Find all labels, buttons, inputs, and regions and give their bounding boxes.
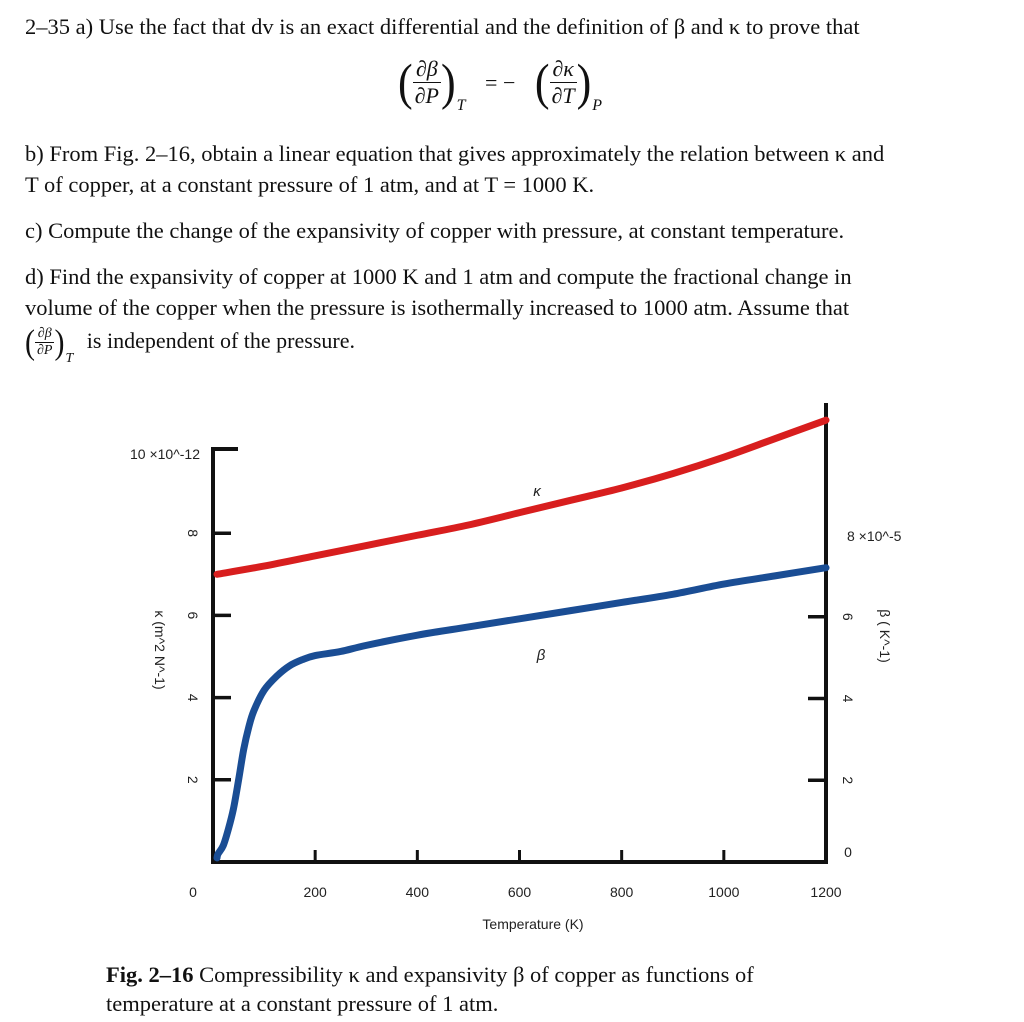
figure-caption [106, 960, 754, 1018]
inline-sub: T [65, 350, 74, 366]
x-tick-label: 800 [609, 884, 634, 900]
part-d-line1: d) Find the expansivity of copper at 1000 K and 1 atm and compute the fractional change in [25, 264, 852, 289]
x-tick-label: 600 [507, 884, 532, 900]
right-tick-label: 4 [840, 694, 856, 703]
caption-fig-label: Fig. 2–16 [106, 962, 194, 987]
right-tick-label: 0 [844, 844, 852, 860]
part-d-line3-text: is independent of the pressure. [86, 327, 355, 353]
part-c-text: c) Compute the change of the expansivity of copper with pressure, at constant temperature. [25, 218, 845, 243]
part-a-text: 2–35 a) Use the fact that dv is an exact differential and the definition of β and κ to prove that [25, 14, 860, 39]
paren-open: ( [25, 322, 35, 361]
rhs-num: ∂κ [550, 56, 577, 83]
lhs-den: ∂P [414, 83, 439, 108]
x-tick-label: 1200 [810, 884, 842, 900]
x-tick-label: 200 [303, 884, 327, 900]
paren-open: ( [534, 53, 550, 111]
chart-labels [130, 446, 902, 932]
left-axis-label: κ (m^2 N^-1) [152, 610, 168, 690]
series-beta-line [217, 568, 826, 858]
rhs-den: ∂T [551, 83, 575, 108]
inline-den: ∂P [37, 343, 53, 358]
paren-close: ) [54, 322, 65, 361]
left-tick-label: 6 [185, 611, 201, 620]
chart-series [217, 420, 826, 858]
lhs-sub: T [456, 96, 466, 114]
paren-close: ) [440, 53, 456, 111]
left-tick-label: 8 [185, 529, 201, 538]
lhs-num: ∂β [413, 56, 441, 83]
caption-line2: temperature at a constant pressure of 1 atm. [106, 991, 499, 1016]
left-tick-label: 4 [185, 693, 201, 702]
rhs-sub: P [592, 96, 603, 114]
left-tick-label: 2 [185, 775, 201, 784]
caption-line1: Compressibility κ and expansivity β of copper as functions of [193, 962, 754, 987]
x-tick-label: 400 [405, 884, 430, 900]
part-b-line2: T of copper, at a constant pressure of 1 atm, and at T = 1000 K. [25, 172, 595, 197]
series-label-kappa: κ [533, 483, 541, 500]
right-tick-label: 2 [840, 776, 856, 785]
part-b-line1: b) From Fig. 2–16, obtain a linear equation that gives approximately the relation between κ and [25, 141, 885, 166]
part-d-line2: volume of the copper when the pressure is isothermally increased to 1000 atm. Assume that [25, 295, 850, 320]
x-axis-label: Temperature (K) [482, 916, 584, 932]
equals-minus: = − [485, 69, 516, 95]
right-axis-label: β ( K^-1) [877, 609, 893, 663]
paren-open: ( [398, 53, 413, 111]
chart-axes [211, 403, 828, 864]
series-label-beta: β [536, 647, 546, 664]
paren-close: ) [576, 53, 592, 111]
x-tick-label: 1000 [708, 884, 740, 900]
right-axis-scale-label: 8 ×10^-5 [847, 528, 902, 544]
right-tick-label: 6 [840, 612, 856, 621]
inline-num: ∂β [35, 326, 54, 343]
series-kappa-line [217, 420, 826, 574]
left-axis-scale-label: 10 ×10^-12 [129, 446, 200, 462]
x-tick-label: 0 [189, 884, 197, 900]
